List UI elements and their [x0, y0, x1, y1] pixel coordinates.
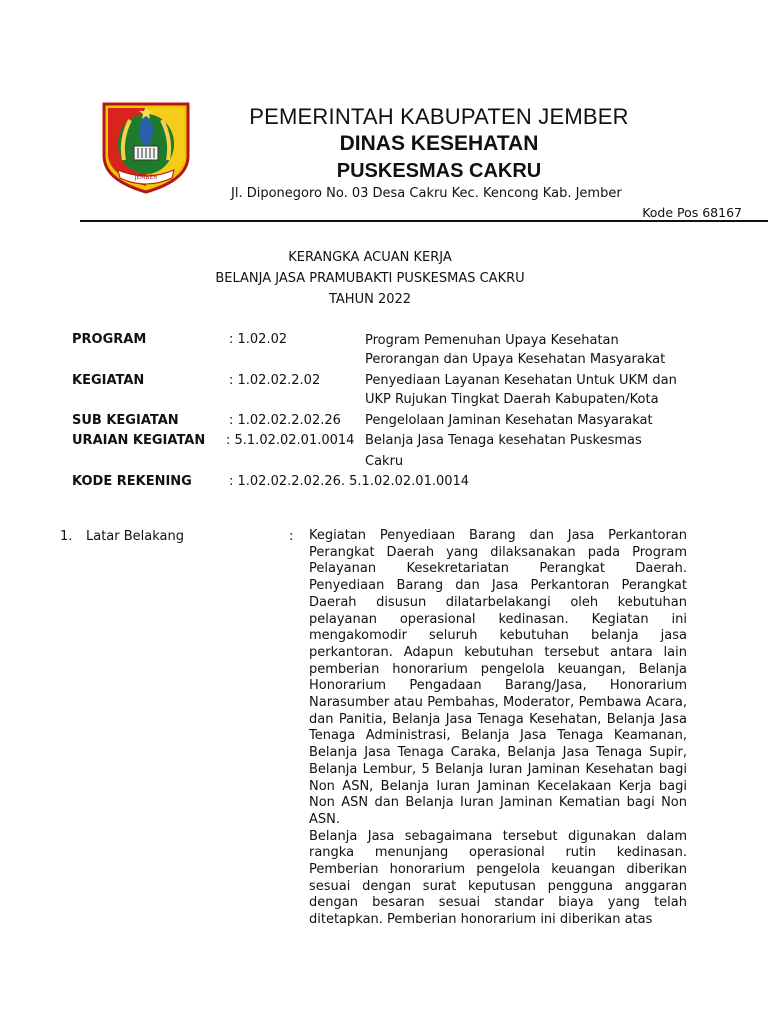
section-number: 1.	[60, 529, 73, 544]
sub-kegiatan-label: SUB KEGIATAN	[72, 413, 179, 428]
department-name: DINAS KESEHATAN	[339, 132, 539, 155]
program-code: : 1.02.02	[229, 332, 288, 347]
section-paragraph: Kegiatan Penyediaan Barang dan Jasa Perkantoran Perangkat Daerah yang dilaksanakan pada Program Pelayanan Kesekretariatan Perangkat Daerah. Penyediaan Barang dan Jasa Perkantoran Perangkat Daerah disusun dilatarbelakangi oleh kebutuhan pelayanan operasional kedinasan. Kegiatan ini mengakomodir seluruh kebutuhan belanja jasa perkantoran. Adapun kebutuhan tersebut antara lain pemberian honorarium pengelola keuangan, Belanja Honorarium Pengadaan Barang/Jasa, Honorarium Narasumber atau Pembahas, Moderator, Pembawa Acara, dan Panitia, Belanja Jasa Tenaga Kesehatan, Belanja Jasa Tenaga Administrasi, Belanja Jasa Tenaga Keamanan, Belanja Jasa Tenaga Caraka, Belanja Jasa Tenaga Supir, Belanja Lembur, 5 Belanja Iuran Jaminan Kesehatan bagi Non ASN, Belanja Iuran Jaminan Kecelakaan Kerja bagi Non ASN dan Belanja Iuran Jaminan Kematian bagi Non ASN.	[309, 528, 687, 827]
kegiatan-desc-cont: UKP Rujukan Tingkat Daerah Kabupaten/Kota	[365, 392, 659, 407]
document-year: TAHUN 2022	[328, 292, 412, 307]
kegiatan-code: : 1.02.02.2.02	[229, 373, 321, 388]
section-title: Latar Belakang	[86, 529, 185, 544]
kode-rekening-label: KODE REKENING	[72, 474, 192, 489]
kegiatan-label: KEGIATAN	[72, 373, 145, 388]
section-body	[309, 528, 687, 929]
sub-kegiatan-desc: Pengelolaan Jaminan Kesehatan Masyarakat	[365, 413, 653, 428]
letterhead-divider	[80, 220, 768, 222]
uraian-kegiatan-code: : 5.1.02.02.01.0014	[226, 433, 355, 448]
uraian-kegiatan-label: URAIAN KEGIATAN	[72, 433, 206, 448]
letterhead	[195, 104, 683, 184]
document-title: KERANGKA ACUAN KERJA	[288, 250, 452, 265]
government-name: PEMERINTAH KABUPATEN JEMBER	[249, 104, 629, 129]
document-subtitle: BELANJA JASA PRAMUBAKTI PUSKESMAS CAKRU	[215, 271, 525, 286]
program-label: PROGRAM	[72, 332, 147, 347]
uraian-kegiatan-desc: Belanja Jasa Tenaga kesehatan Puskesmas	[365, 433, 642, 448]
postal-code: Kode Pos 68167	[642, 205, 742, 220]
jember-emblem-logo	[100, 100, 192, 194]
kegiatan-desc: Penyediaan Layanan Kesehatan Untuk UKM dan	[365, 373, 677, 388]
address: Jl. Diponegoro No. 03 Desa Cakru Kec. Kencong Kab. Jember	[231, 186, 622, 201]
section-colon: :	[289, 529, 294, 544]
program-desc-cont: Perorangan dan Upaya Kesehatan Masyarakat	[365, 352, 666, 367]
institution-name: PUSKESMAS CAKRU	[336, 160, 542, 182]
logo-ribbon-text: JEMBER	[134, 174, 158, 181]
section-paragraph: Belanja Jasa sebagaimana tersebut digunakan dalam rangka menunjang operasional rutin kedinasan. Pemberian honorarium pengelola keuangan diberikan sesuai dengan surat keputusan pengguna anggaran dengan besaran sesuai standar biaya yang telah ditetapkan. Pemberian honorarium ini diberikan atas	[309, 828, 687, 928]
program-desc: Program Pemenuhan Upaya Kesehatan	[365, 333, 619, 348]
kode-rekening-code: : 1.02.02.2.02.26. 5.1.02.02.01.0014	[229, 474, 470, 489]
uraian-kegiatan-desc-cont: Cakru	[365, 454, 404, 469]
sub-kegiatan-code: : 1.02.02.2.02.26	[229, 413, 341, 428]
